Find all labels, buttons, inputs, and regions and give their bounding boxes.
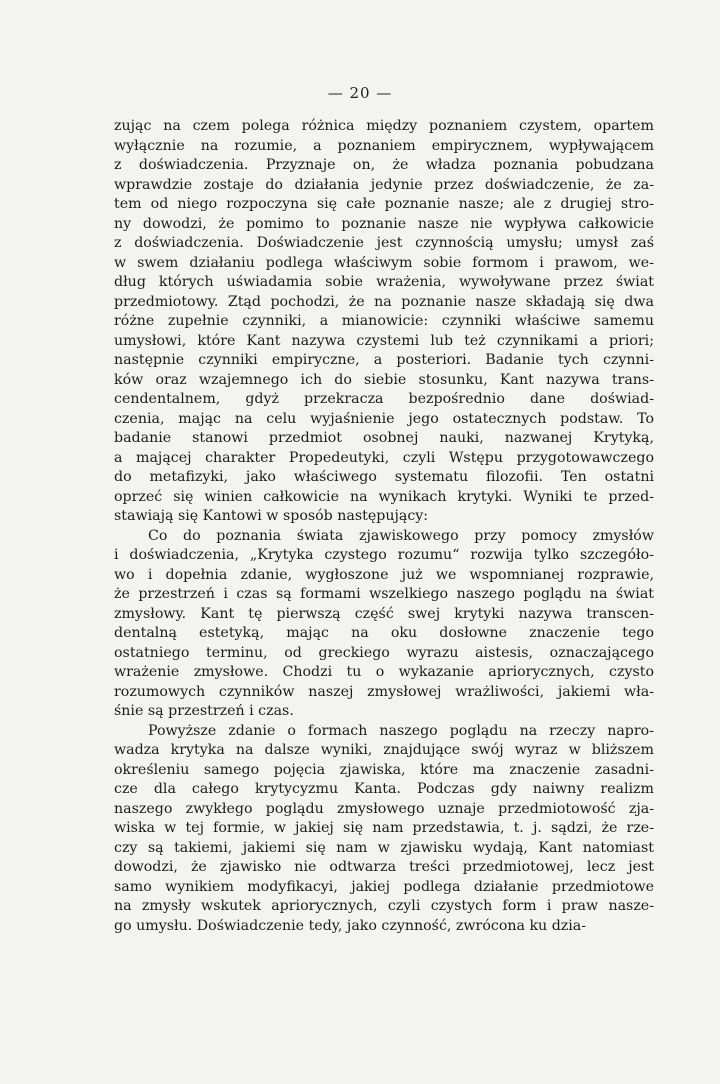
text-line: i doświadczenia, „Krytyka czystego rozumu“ rozwija tylko szczegóło- <box>114 547 654 563</box>
text-line: w swem działaniu podlega właściwym sobie formom i prawom, we- <box>114 254 654 271</box>
text-line: do metafizyki, jako właściwego systematu filozofii. Ten ostatni <box>114 469 654 485</box>
text-line: dentalną estetyką, mając na oku dosłowne znaczenie tego <box>114 625 654 641</box>
paragraph <box>114 117 654 527</box>
text-line: Powyższe zdanie o formach naszego poglądu na rzeczy napro- <box>148 722 654 739</box>
text-line: czenia, mając na celu wyjaśnienie jego ostatecznych podstaw. To <box>114 410 654 427</box>
page-number: — 20 — <box>327 84 393 102</box>
text-line: wiska w tej formie, w jakiej się nam przedstawia, t. j. sądzi, że rze- <box>114 820 654 836</box>
text-line: ny dowodzi, że pomimo to poznanie nasze nie wypływa całkowicie <box>114 215 654 232</box>
text-line: przedmiotowy. Ztąd pochodzi, że na poznanie nasze składają się dwa <box>114 293 654 310</box>
text-line: umysłowi, które Kant nazywa czystemi lub też czynnikami a priori; <box>114 332 654 349</box>
text-line: zując na czem polega różnica między poznaniem czystem, opartem <box>114 118 654 134</box>
text-line: cze dla całego krytycyzmu Kanta. Podczas gdy naiwny realizm <box>114 781 654 797</box>
text-line: następnie czynniki empiryczne, a posteriori. Badanie tych czynni- <box>114 352 654 368</box>
text-line: wrażenie zmysłowe. Chodzi tu o wykazanie apriorycznych, czysto <box>114 664 654 680</box>
text-line: Co do poznania świata zjawiskowego przy pomocy zmysłów <box>148 527 654 544</box>
text-line: że przestrzeń i czas są formami wszelkiego naszego poglądu na świat <box>114 586 654 602</box>
text-line: a mającej charakter Propedeutyki, czyli Wstępu przygotowawczego <box>114 449 654 466</box>
text-line: oprzeć się winien całkowicie na wynikach krytyki. Wyniki te przed- <box>114 488 654 505</box>
text-line: wprawdzie zostaje do działania jedynie przez doświadczenie, że za- <box>114 176 654 193</box>
text-line: dług których uświadamia sobie wrażenia, wywoływane przez świat <box>114 274 654 290</box>
text-line: naszego zwykłego poglądu zmysłowego uznaje przedmiotowość zja- <box>114 800 654 817</box>
text-line: badanie stanowi przedmiot osobnej nauki, nazwanej Krytyką, <box>114 430 654 446</box>
body-text <box>114 117 654 936</box>
text-line: z doświadczenia. Przyznaje on, że władza poznania pobudzana <box>114 157 654 173</box>
text-line: różne zupełnie czynniki, a mianowicie: czynniki właściwe samemu <box>114 313 654 329</box>
text-line: wyłącznie na rozumie, a poznaniem empirycznem, wypływającem <box>114 137 654 154</box>
text-line: tem od niego rozpoczyna się całe poznanie nasze; ale z drugiej stro- <box>114 196 654 212</box>
text-line: go umysłu. Doświadczenie tedy, jako czynność, zwrócona ku dzia- <box>114 917 587 934</box>
text-line: wadza krytyka na dalsze wyniki, znajdujące swój wyraz w bliższem <box>114 742 654 758</box>
text-line: ostatniego terminu, od greckiego wyrazu aistesis, oznaczającego <box>114 644 654 661</box>
text-line: zmysłowy. Kant tę pierwszą część swej krytyki nazywa transcen- <box>114 605 654 622</box>
text-line: stawiają się Kantowi w sposób następujący: <box>114 508 429 524</box>
text-line: ków oraz wzajemnego ich do siebie stosunku, Kant nazywa trans- <box>114 371 654 388</box>
text-line: z doświadczenia. Doświadczenie jest czynnością umysłu; umysł zaś <box>114 235 654 251</box>
text-line: samo wynikiem modyfikacyi, jakiej podlega działanie przedmiotowe <box>114 878 654 895</box>
text-line: dowodzi, że zjawisko nie odtwarza treści przedmiotowej, lecz jest <box>114 859 654 875</box>
text-line: określeniu samego pojęcia zjawiska, które ma znaczenie zasadni- <box>114 761 654 778</box>
text-line: wo i dopełnia zdanie, wygłoszone już we wspomnianej rozprawie, <box>114 566 654 583</box>
paragraph <box>114 527 654 722</box>
paragraph <box>114 722 654 937</box>
text-line: cendentalnem, gdyż przekracza bezpośrednio dane doświad- <box>114 391 654 407</box>
text-line: czy są takiemi, jakiemi się nam w zjawisku wydają, Kant natomiast <box>114 839 654 856</box>
text-line: na zmysły wskutek apriorycznych, czyli czystych form i praw nasze- <box>114 898 654 914</box>
text-line: rozumowych czynników naszej zmysłowej wrażliwości, jakiemi wła- <box>114 683 654 700</box>
text-line: śnie są przestrzeń i czas. <box>114 703 294 719</box>
